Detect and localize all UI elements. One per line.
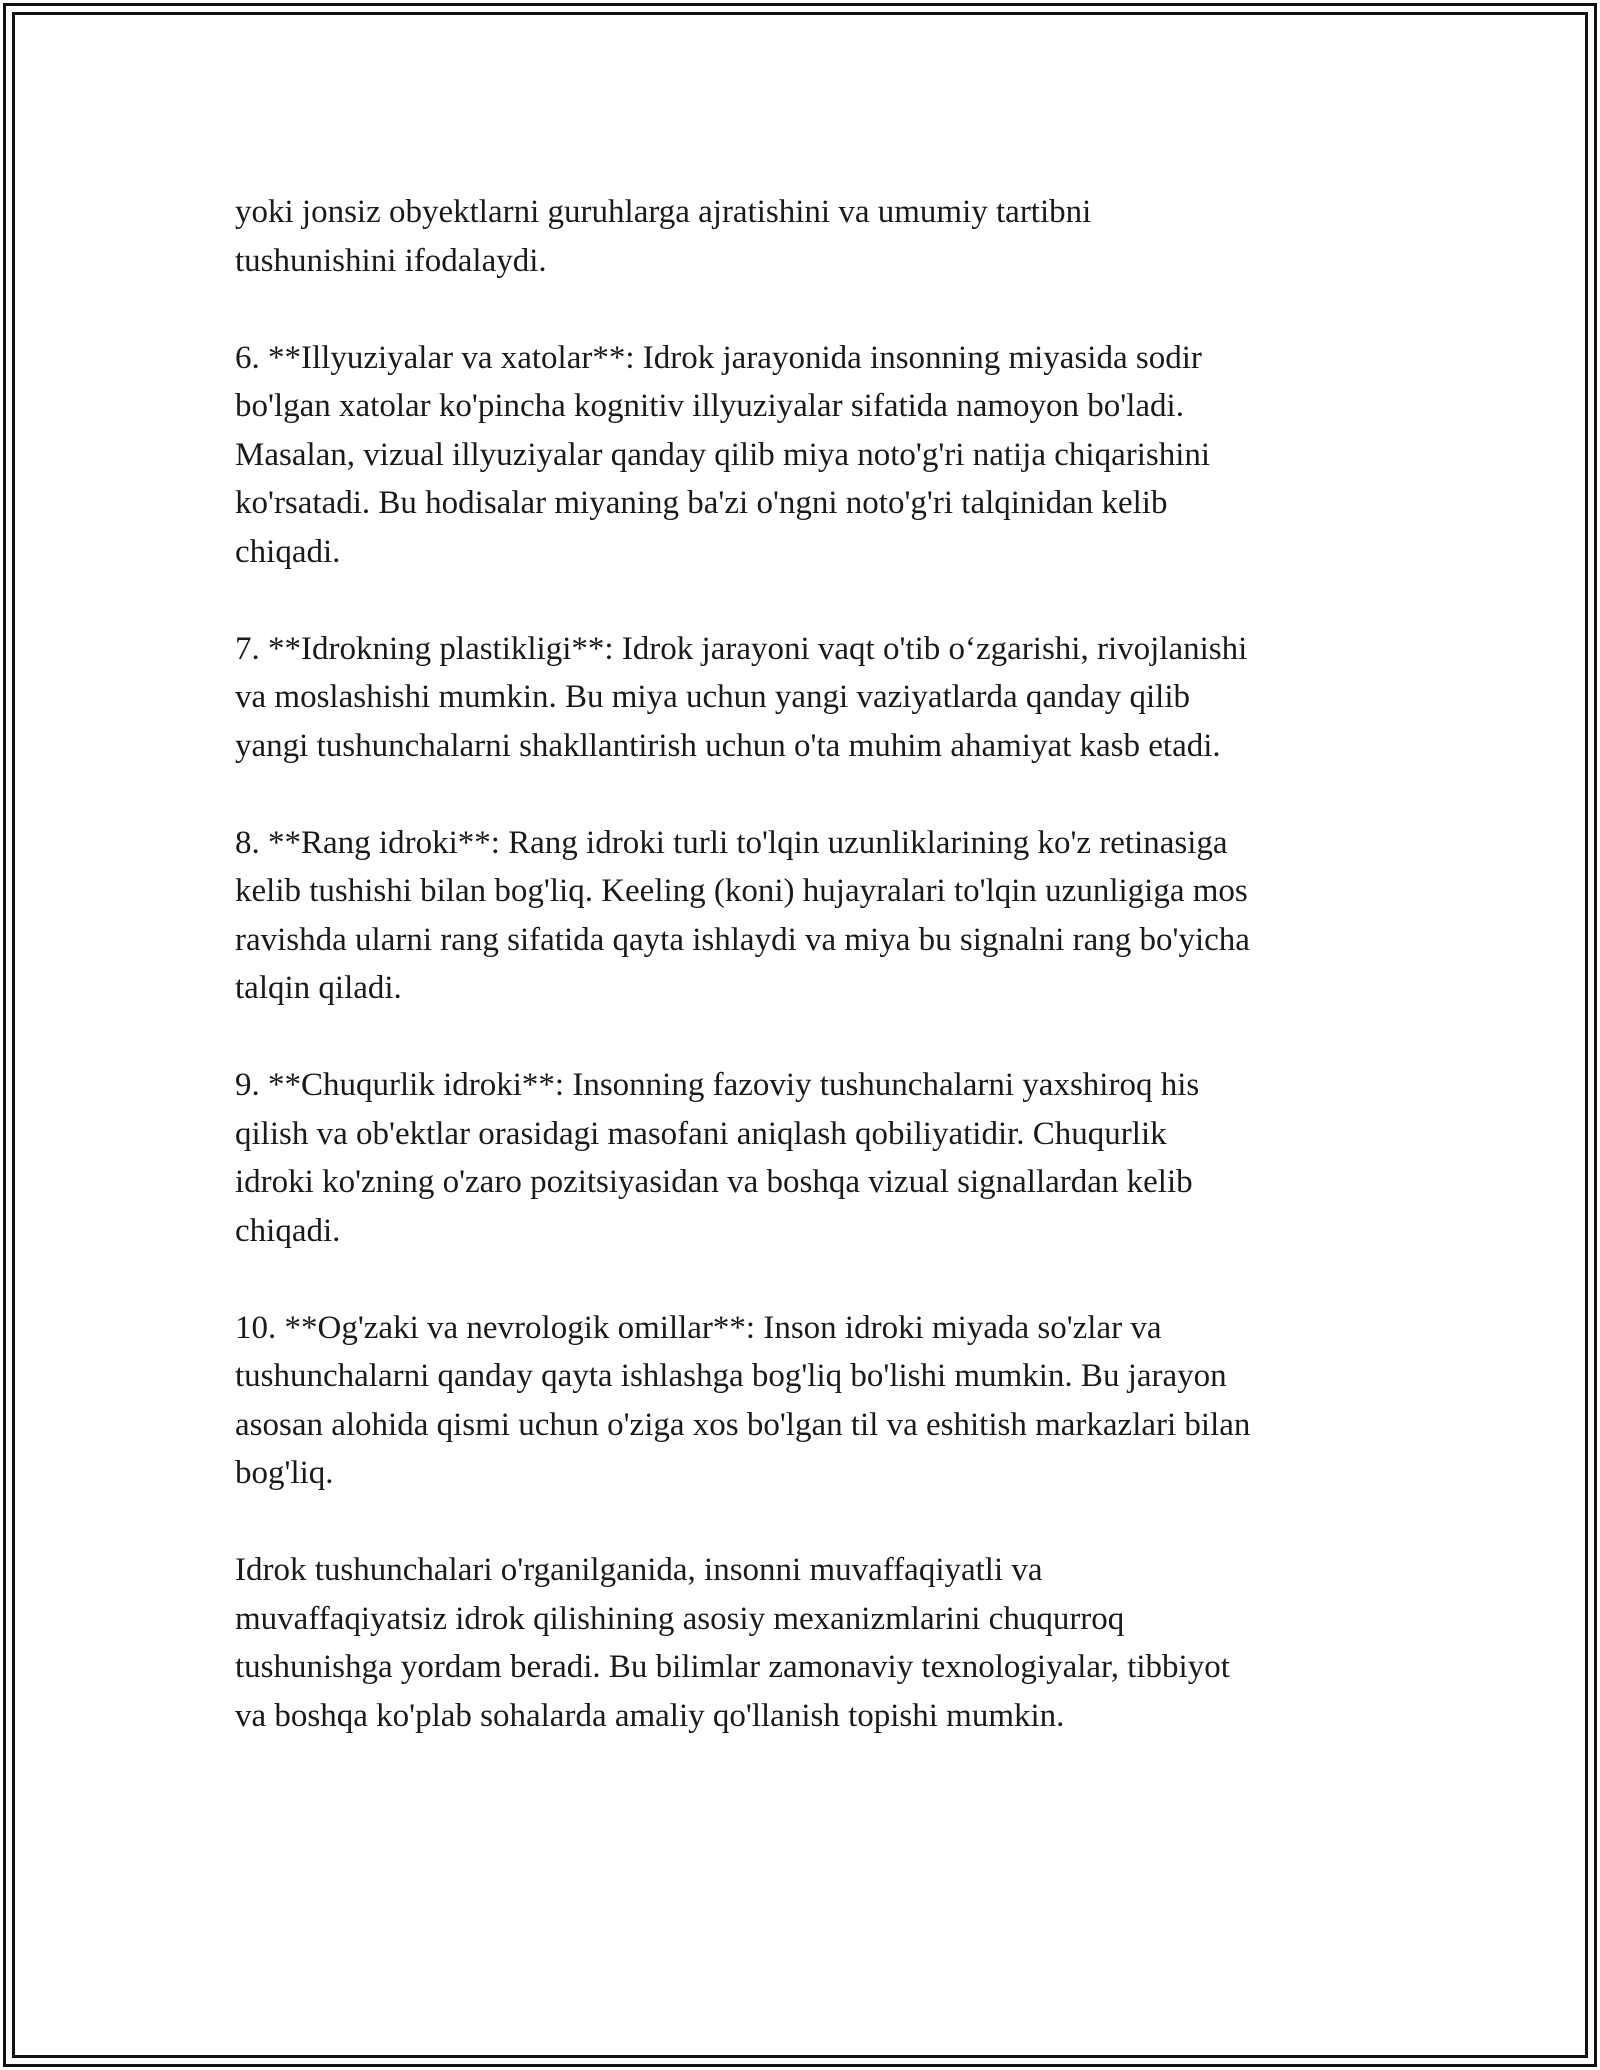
paragraph-conclusion — [235, 1546, 1385, 1740]
text-line: tushunishini ifodalaydi. — [235, 242, 547, 279]
text-line: 8. **Rang idroki**: Rang idroki turli to'lqin uzunliklarining ko'z retinasiga — [235, 824, 1228, 861]
text-line: yangi tushunchalarni shakllantirish uchun o'ta muhim ahamiyat kasb etadi. — [235, 727, 1221, 764]
text-line: 9. **Chuqurlik idroki**: Insonning fazoviy tushunchalarni yaxshiroq his — [235, 1067, 1200, 1103]
text-line: kelib tushishi bilan bog'liq. Keeling (koni) hujayralari to'lqin uzunligiga mos — [235, 873, 1248, 909]
text-line: bo'lgan xatolar ko'pincha kognitiv illyuziyalar sifatida namoyon bo'ladi. — [235, 388, 1184, 424]
text-line: yoki jonsiz obyektlarni guruhlarga ajratishini va umumiy tartibni — [235, 194, 1092, 230]
text-line: 6. **Illyuziyalar va xatolar**: Idrok jarayonida insonning miyasida sodir — [235, 339, 1202, 376]
text-line: va moslashishi mumkin. Bu miya uchun yangi vaziyatlarda qanday qilib — [235, 679, 1190, 715]
text-line: tushunishga yordam beradi. Bu bilimlar zamonaviy texnologiyalar, tibbiyot — [235, 1649, 1230, 1685]
text-line: Idrok tushunchalari o'rganilganida, insonni muvaffaqiyatli va — [235, 1552, 1043, 1588]
paragraph-item-7 — [235, 625, 1385, 771]
text-line: asosan alohida qismi uchun o'ziga xos bo'lgan til va eshitish markazlari bilan — [235, 1406, 1251, 1443]
paragraph-item-8 — [235, 819, 1385, 1013]
text-line: 10. **Og'zaki va nevrologik omillar**: Inson idroki miyada so'zlar va — [235, 1309, 1162, 1346]
paragraph-intro-continuation — [235, 188, 1385, 285]
text-line: Masalan, vizual illyuziyalar qanday qilib miya noto'g'ri natija chiqarishini — [235, 436, 1211, 473]
text-line: bog'liq. — [235, 1455, 334, 1491]
text-line: chiqadi. — [235, 1212, 341, 1249]
paragraph-item-6 — [235, 334, 1385, 577]
paragraph-item-9 — [235, 1061, 1385, 1255]
paragraph-item-10 — [235, 1304, 1385, 1498]
text-line: tushunchalarni qanday qayta ishlashga bog'liq bo'lishi mumkin. Bu jarayon — [235, 1358, 1227, 1394]
document-body — [235, 188, 1385, 1789]
text-line: idroki ko'zning o'zaro pozitsiyasidan va boshqa vizual signallardan kelib — [235, 1164, 1193, 1200]
text-line: talqin qiladi. — [235, 970, 402, 1006]
text-line: ko'rsatadi. Bu hodisalar miyaning ba'zi o'ngni noto'g'ri talqinidan kelib — [235, 485, 1168, 521]
text-line: chiqadi. — [235, 533, 341, 570]
text-line: muvaffaqiyatsiz idrok qilishining asosiy mexanizmlarini chuqurroq — [235, 1600, 1125, 1637]
text-line: va boshqa ko'plab sohalarda amaliy qo'llanish topishi mumkin. — [235, 1697, 1065, 1734]
text-line: ravishda ularni rang sifatida qayta ishlaydi va miya bu signalni rang bo'yicha — [235, 921, 1250, 958]
text-line: qilish va ob'ektlar orasidagi masofani aniqlash qobiliyatidir. Chuqurlik — [235, 1115, 1167, 1152]
text-line: 7. **Idrokning plastikligi**: Idrok jarayoni vaqt o'tib o‘zgarishi, rivojlanishi — [235, 630, 1248, 667]
